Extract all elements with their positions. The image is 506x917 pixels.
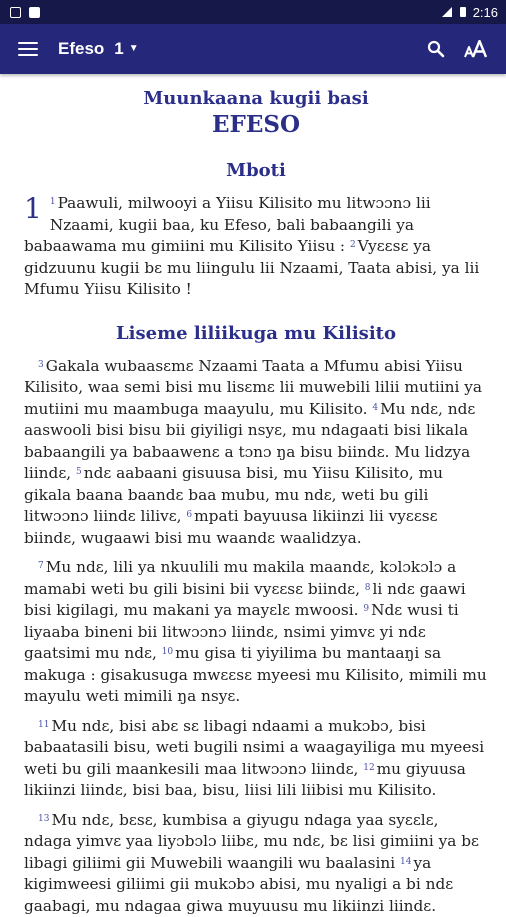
paragraph bbox=[24, 810, 488, 917]
verse-number[interactable]: 8 bbox=[365, 583, 371, 593]
chevron-down-icon[interactable]: ▼ bbox=[129, 43, 139, 54]
chapter-number[interactable]: 1 bbox=[114, 39, 123, 59]
verse-number[interactable]: 12 bbox=[363, 763, 374, 773]
search-button[interactable] bbox=[416, 29, 456, 69]
text-size-icon[interactable] bbox=[464, 40, 488, 58]
section-heading: Mboti bbox=[24, 160, 488, 181]
verse-number[interactable]: 11 bbox=[38, 720, 49, 730]
verse-text: Vyɛɛsɛ ya gidzuunu kugii bɛ mu liingulu lii Nzaami, Taata abisi, ya lii Mfumu Yiisu Kilisito ! bbox=[24, 237, 479, 298]
status-time: 2:16 bbox=[473, 5, 498, 20]
verse-text: mpati bayuusa likiinzi lii vyɛɛsɛ biindɛ, wugaawi bisi mu waandɛ waalidzya. bbox=[24, 507, 438, 547]
image-notification-icon bbox=[29, 7, 40, 18]
verse-number[interactable]: 5 bbox=[76, 467, 82, 477]
verse-number[interactable]: 1 bbox=[50, 197, 56, 207]
paragraph bbox=[24, 557, 488, 708]
verse-text: mu gisa ti yiyilima bu mantaaŋi sa makuga : gisakusuga mwɛɛsɛ myeesi mu Kilisito, mimili mu mayulu weti mimili ŋa nsyɛ. bbox=[24, 644, 487, 705]
verse-text: Mu ndɛ, bisi abɛ sɛ libagi ndaami a mukɔbɔ, bisi babaatasili bisu, weti bugili nsimi a waagayiliga mu myeesi weti bu gili maankesili maa litwɔɔnɔ liindɛ, bbox=[24, 717, 484, 778]
verse-number[interactable]: 4 bbox=[372, 403, 378, 413]
verse-text: Paawuli, milwooyi a Yiisu Kilisito mu litwɔɔnɔ lii Nzaami, kugii baa, ku Efeso, bali babaangili ya babaawama mu gimiini mu Kilisito Yiisu : bbox=[24, 194, 431, 255]
verse-number[interactable]: 3 bbox=[38, 360, 44, 370]
chapter-dropcap: 1 bbox=[24, 193, 42, 223]
verse-text: ya kigimweesi giliimi gii mukɔbɔ abisi, mu nyaligi a bi ndɛ gaabagi, mu ndagaa giwa muyuusu mu likiinzi liindɛ. bbox=[24, 854, 453, 915]
verse-number[interactable]: 2 bbox=[350, 240, 356, 250]
search-icon[interactable] bbox=[427, 40, 445, 58]
paragraph bbox=[24, 356, 488, 550]
battery-icon bbox=[459, 6, 467, 18]
book-subtitle: Muunkaana kugii basi bbox=[24, 88, 488, 109]
book-title[interactable]: Efeso bbox=[58, 39, 104, 59]
verse-text: ndɛ aabaani gisuusa bisi, mu Yiisu Kilisito, mu gikala baana baandɛ baa mubu, mu ndɛ, weti bu gili litwɔɔnɔ liindɛ lilivɛ, bbox=[24, 464, 443, 525]
menu-icon[interactable] bbox=[18, 42, 38, 56]
notification-icon bbox=[10, 7, 21, 18]
verse-text: Mu ndɛ, bɛsɛ, kumbisa a giyugu ndaga yaa syɛɛlɛ, ndaga yimvɛ yaa liyɔbɔlɔ liibɛ, mu ndɛ, bɛ lisi gimiini ya bɛ libagi giliimi gii Muwebili waangili wu baalasini bbox=[24, 811, 479, 872]
verse-text: Mu ndɛ, lili ya nkuulili mu makila maandɛ, kɔlɔkɔlɔ a mamabi weti bu gili bisini bii vyɛɛsɛ biindɛ, bbox=[24, 558, 456, 598]
verse-text: Ndɛ wusi ti liyaaba bineni bii litwɔɔnɔ liindɛ, nsimi yimvɛ yi ndɛ gaatsimi mu ndɛ, bbox=[24, 601, 459, 662]
status-notifications bbox=[10, 7, 40, 18]
verse-text: Gakala wubaasɛmɛ Nzaami Taata a Mfumu abisi Yiisu Kilisito, waa semi bisi mu lisɛmɛ lii muwebili lilii mutiini ya mutiini mu maambuga maayulu, mu Kilisito. bbox=[24, 357, 482, 418]
paragraph bbox=[24, 193, 488, 301]
verse-text: li ndɛ gaawi bisi kigilagi, mu makani ya mayɛlɛ mwoosi. bbox=[24, 580, 466, 620]
status-indicators bbox=[441, 5, 498, 20]
verse-number[interactable]: 10 bbox=[162, 647, 173, 657]
reading-pane[interactable] bbox=[0, 74, 506, 917]
verse-number[interactable]: 13 bbox=[38, 814, 49, 824]
section-heading: Liseme liliikuga mu Kilisito bbox=[24, 323, 488, 344]
signal-icon bbox=[441, 6, 453, 18]
book-heading: EFESO bbox=[24, 111, 488, 138]
status-bar bbox=[0, 0, 506, 24]
verse-number[interactable]: 9 bbox=[363, 604, 369, 614]
chapter-selector[interactable] bbox=[114, 39, 138, 59]
paragraph bbox=[24, 716, 488, 802]
verse-text: Mu ndɛ, ndɛ aaswooli bisi bisu bii giyiligi nsyɛ, mu ndagaati bisi likala babaangili ya babaawenɛ a tɔnɔ ŋa bisu biindɛ. Mu lidzya liindɛ, bbox=[24, 400, 475, 483]
verse-text: mu giyuusa likiinzi liindɛ, bisi baa, bisu, liisi lili liibisi mu Kilisito. bbox=[24, 760, 466, 800]
app-bar bbox=[0, 24, 506, 74]
verse-number[interactable]: 6 bbox=[186, 510, 192, 520]
text-size-button[interactable] bbox=[456, 29, 496, 69]
verse-number[interactable]: 7 bbox=[38, 561, 44, 571]
verse-number[interactable]: 14 bbox=[400, 857, 411, 867]
